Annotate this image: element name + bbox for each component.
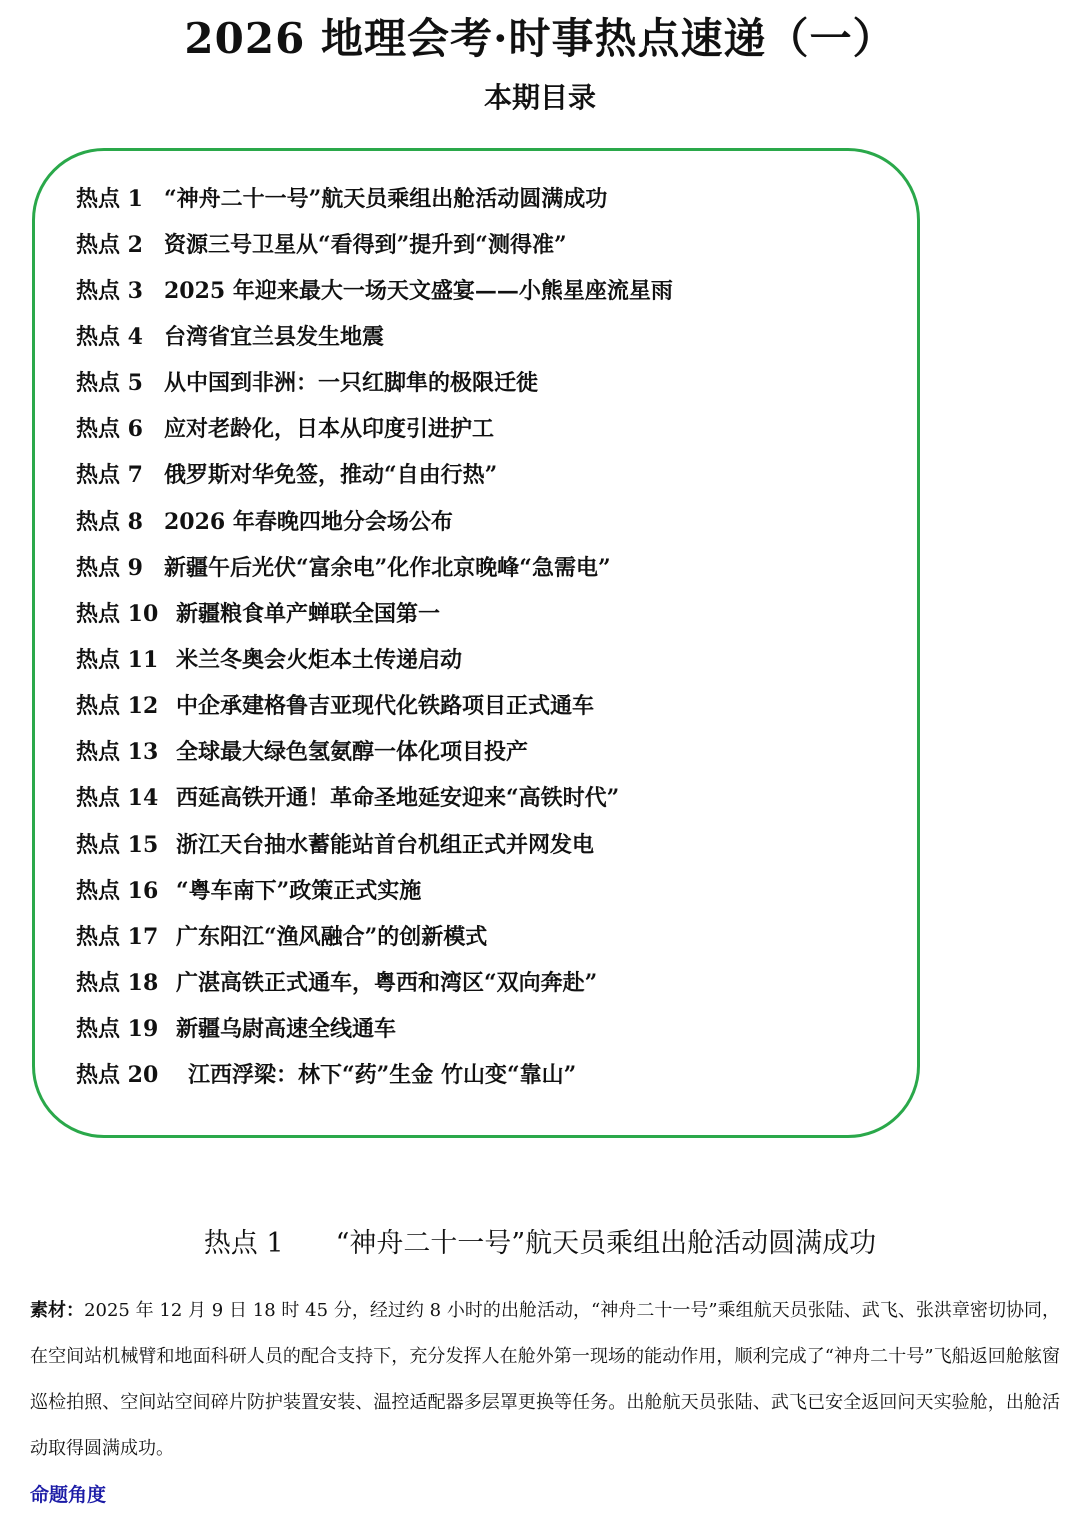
toc-item-title: 广湛高铁正式通车，粤西和湾区“双向奔赴” (176, 969, 598, 996)
toc-item-number: 热点 3 (76, 277, 143, 304)
toc-heading: 本期目录 (483, 81, 596, 114)
toc-item-number: 热点 6 (76, 416, 143, 443)
toc-item[interactable] (76, 820, 673, 866)
toc-item-number: 热点 8 (76, 508, 143, 535)
toc-item[interactable] (76, 266, 673, 312)
toc-item[interactable] (76, 958, 673, 1004)
toc-item-title: 米兰冬奥会火炬本土传递启动 (176, 646, 463, 673)
toc-item-title: 浙江天台抽水蓄能站首台机组正式并网发电 (176, 831, 595, 858)
toc-item-number: 热点 19 (76, 1016, 159, 1043)
toc-item[interactable] (76, 1051, 673, 1097)
section-number: 热点 1 (203, 1228, 284, 1259)
toc-item[interactable] (76, 912, 673, 958)
page-title: 2026 地理会考·时事热点速递（一） (184, 14, 896, 63)
toc-item-number: 热点 20 (76, 1062, 159, 1089)
toc-item-number: 热点 2 (76, 231, 143, 258)
toc-item[interactable] (76, 589, 673, 635)
toc-item-number: 热点 11 (76, 646, 159, 673)
section-heading: “神舟二十一号”航天员乘组出舱活动圆满成功 (335, 1228, 877, 1259)
toc-item-title: 应对老龄化，日本从印度引进护工 (164, 416, 495, 443)
toc-item-title: 资源三号卫星从“看得到”提升到“测得准” (164, 231, 567, 258)
material-paragraph (30, 1288, 1060, 1472)
toc-item-title: 俄罗斯对华免签，推动“自由行热” (164, 462, 498, 489)
toc-item-number: 热点 14 (76, 785, 159, 812)
toc-item-number: 热点 17 (76, 923, 159, 950)
toc-item-title: 2025 年迎来最大一场天文盛宴——小熊星座流星雨 (164, 277, 673, 304)
toc-item[interactable] (76, 312, 673, 358)
toc-list (76, 174, 673, 1097)
toc-item[interactable] (76, 497, 673, 543)
toc-item-number: 热点 12 (76, 693, 159, 720)
toc-item-number: 热点 4 (76, 323, 143, 350)
toc-item-title: 广东阳江“渔风融合”的创新模式 (176, 923, 488, 950)
toc-item-number: 热点 7 (76, 462, 143, 489)
toc-item-title: 新疆乌尉高速全线通车 (176, 1016, 397, 1043)
toc-item-title: “神舟二十一号”航天员乘组出舱活动圆满成功 (164, 185, 608, 212)
toc-item-number: 热点 13 (76, 739, 159, 766)
toc-item[interactable] (76, 774, 673, 820)
toc-item-title: “粤车南下”政策正式实施 (176, 877, 422, 904)
toc-item[interactable] (76, 682, 673, 728)
toc-item-number: 热点 5 (76, 370, 143, 397)
material-label: 素材： (30, 1300, 85, 1321)
toc-item-title: 西延高铁开通！革命圣地延安迎来“高铁时代” (176, 785, 620, 812)
question-angle-label: 命题角度 (30, 1484, 107, 1506)
toc-item[interactable] (76, 220, 673, 266)
toc-item-number: 热点 16 (76, 877, 159, 904)
toc-item[interactable] (76, 451, 673, 497)
toc-item[interactable] (76, 1005, 673, 1051)
toc-item-title: 江西浮梁：林下“药”生金 竹山变“靠山” (188, 1062, 577, 1089)
toc-item-title: 全球最大绿色氢氨醇一体化项目投产 (176, 739, 529, 766)
toc-item[interactable] (76, 359, 673, 405)
toc-item-number: 热点 9 (76, 554, 143, 581)
toc-item-title: 新疆午后光伏“富余电”化作北京晚峰“急需电” (164, 554, 611, 581)
toc-item[interactable] (76, 728, 673, 774)
section-title (0, 1222, 1080, 1266)
toc-item-title: 台湾省宜兰县发生地震 (164, 323, 385, 350)
toc-item[interactable] (76, 866, 673, 912)
toc-item-number: 热点 10 (76, 600, 159, 627)
toc-item-title: 2026 年春晚四地分会场公布 (164, 508, 453, 535)
toc-item[interactable] (76, 405, 673, 451)
toc-item-number: 热点 15 (76, 831, 159, 858)
toc-item-title: 新疆粮食单产蝉联全国第一 (176, 600, 441, 627)
toc-item-title: 中企承建格鲁吉亚现代化铁路项目正式通车 (176, 693, 595, 720)
toc-item-number: 热点 1 (76, 185, 143, 212)
toc-item-title: 从中国到非洲：一只红脚隼的极限迁徙 (164, 370, 539, 397)
toc-item[interactable] (76, 174, 673, 220)
toc-item[interactable] (76, 635, 673, 681)
toc-item[interactable] (76, 543, 673, 589)
material-text: 2025 年 12 月 9 日 18 时 45 分，经过约 8 小时的出舱活动，“神舟二十一号”乘组航天员张陆、武飞、张洪章密切协同，在空间站机械臂和地面科研人员的配合支持下，充分发挥人在舱外第一现场的能动作用，顺利完成了“神舟二十号”飞船返回舱舷窗巡检拍照、空间站空间碎片防护装置安装、温控适配器多层罩更换等任务。出舱航天员张陆、武飞已安全返回问天实验舱，出舱活动取得圆满成功。 (30, 1300, 1061, 1459)
toc-item-number: 热点 18 (76, 969, 159, 996)
